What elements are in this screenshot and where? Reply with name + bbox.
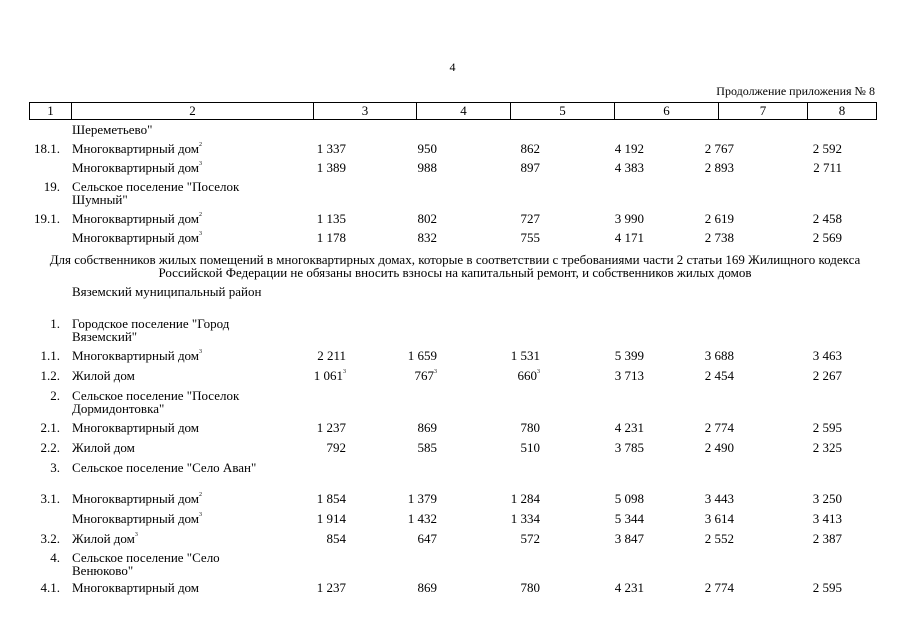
row-name-text: Многоквартирный дом (72, 230, 200, 245)
table-row (0, 317, 905, 345)
value-col-6 (590, 492, 644, 506)
value-text: 869 (417, 580, 437, 595)
row-number: 18.1. (34, 141, 60, 156)
table-row (0, 461, 905, 489)
value-text: 869 (417, 420, 437, 435)
row-name (72, 492, 282, 505)
footnote-mark: 2 (199, 492, 203, 498)
value-text: 4 383 (614, 160, 644, 175)
value-text: 660 (517, 368, 537, 383)
value-col-3 (292, 421, 346, 435)
row-number: 1.2. (40, 368, 60, 383)
footnote-mark: 3 (537, 369, 540, 375)
row-name-text: Жилой дом (72, 531, 135, 546)
footnote-mark: 3 (199, 161, 203, 167)
footnote-mark: 3 (199, 512, 203, 518)
value-col-5 (486, 512, 540, 526)
value-text: 802 (417, 211, 437, 226)
value-text: 3 463 (812, 348, 842, 363)
value-col-4 (383, 421, 437, 435)
row-name-text: Многоквартирный дом (72, 141, 200, 156)
value-text: 572 (520, 531, 540, 546)
value-col-6 (590, 212, 644, 226)
footnote-mark: 2 (199, 142, 203, 148)
row-name-text: Многоквартирный дом (72, 511, 200, 526)
value-col-7 (680, 349, 734, 363)
value-text: 1 531 (510, 348, 540, 363)
row-name (72, 123, 282, 136)
table-row (0, 123, 905, 137)
continuation-label: Продолжение приложения № 8 (716, 84, 875, 98)
footnote-mark: 3 (434, 369, 437, 375)
value-text: 1 659 (407, 348, 437, 363)
value-col-6 (590, 369, 644, 383)
value-text: 3 990 (614, 211, 644, 226)
row-number: 19. (43, 179, 60, 194)
value-text: 1 334 (510, 511, 540, 526)
footnote-mark: 3 (199, 349, 203, 355)
table-row (0, 231, 905, 249)
value-col-3 (292, 212, 346, 226)
value-text: 4 231 (614, 420, 644, 435)
value-col-3 (292, 532, 346, 546)
value-col-3 (292, 581, 346, 595)
value-text: 1 379 (407, 491, 437, 506)
row-name-text: Шереметьево" (72, 122, 153, 137)
value-col-8 (788, 212, 842, 226)
value-text: 2 387 (812, 531, 842, 546)
row-number: 2.2. (40, 440, 60, 455)
table-row (0, 441, 905, 459)
value-text: 4 192 (614, 141, 644, 156)
value-col-8 (788, 142, 842, 156)
row-number: 1.1. (40, 348, 60, 363)
value-col-4 (383, 161, 437, 175)
value-col-4 (383, 532, 437, 546)
value-col-5 (486, 532, 540, 546)
row-name-text: Многоквартирный дом (72, 348, 200, 363)
value-text: 4 171 (614, 230, 644, 245)
value-col-5 (486, 492, 540, 506)
value-text: 4 231 (614, 580, 644, 595)
table-row (0, 551, 905, 579)
value-text: 2 267 (812, 368, 842, 383)
value-text: 1 914 (316, 511, 346, 526)
value-text: 2 774 (704, 420, 734, 435)
value-text: 2 454 (704, 368, 734, 383)
table-row (0, 180, 905, 208)
row-name-text: Жилой дом (72, 368, 135, 383)
value-col-7 (680, 492, 734, 506)
value-col-5 (486, 369, 540, 383)
value-col-7 (680, 532, 734, 546)
value-text: 767 (414, 368, 434, 383)
value-col-3 (292, 161, 346, 175)
row-name (72, 285, 282, 298)
row-number: 4. (50, 550, 60, 565)
table-row (0, 512, 905, 530)
table-row (0, 212, 905, 230)
row-name-text: Многоквартирный дом (72, 491, 200, 506)
table-row (0, 142, 905, 160)
col-header-5: 5 (511, 103, 615, 120)
row-name (72, 212, 282, 225)
row-name (72, 369, 282, 382)
value-col-6 (590, 441, 644, 455)
value-col-7 (680, 421, 734, 435)
row-name (72, 512, 282, 525)
value-text: 1 389 (316, 160, 346, 175)
value-col-7 (680, 212, 734, 226)
table-row (0, 532, 905, 550)
value-col-7 (680, 441, 734, 455)
value-col-5 (486, 231, 540, 245)
value-text: 950 (417, 141, 437, 156)
value-col-7 (680, 142, 734, 156)
value-text: 1 135 (316, 211, 346, 226)
value-text: 1 432 (407, 511, 437, 526)
row-name-text: Многоквартирный дом (72, 580, 200, 595)
value-col-4 (383, 441, 437, 455)
value-col-7 (680, 161, 734, 175)
table-row (0, 161, 905, 179)
row-name-text: Жилой дом (72, 440, 135, 455)
value-col-8 (788, 231, 842, 245)
value-text: 1 284 (510, 491, 540, 506)
value-text: 5 344 (614, 511, 644, 526)
value-col-5 (486, 441, 540, 455)
value-text: 1 337 (316, 141, 346, 156)
value-col-6 (590, 231, 644, 245)
value-text: 2 595 (812, 420, 842, 435)
value-col-4 (383, 512, 437, 526)
value-col-7 (680, 231, 734, 245)
value-text: 1 854 (316, 491, 346, 506)
value-col-8 (788, 532, 842, 546)
value-col-4 (383, 349, 437, 363)
value-col-6 (590, 421, 644, 435)
value-text: 755 (520, 230, 540, 245)
value-text: 2 592 (812, 141, 842, 156)
value-col-8 (788, 349, 842, 363)
value-text: 2 619 (704, 211, 734, 226)
value-col-5 (486, 142, 540, 156)
value-text: 988 (417, 160, 437, 175)
col-header-2: 2 (72, 103, 314, 120)
table-row (0, 421, 905, 439)
value-text: 3 413 (812, 511, 842, 526)
value-text: 854 (326, 531, 346, 546)
col-header-1: 1 (30, 103, 72, 120)
value-col-3 (292, 492, 346, 506)
value-col-8 (788, 161, 842, 175)
table-row (0, 349, 905, 367)
value-text: 3 785 (614, 440, 644, 455)
value-col-3 (292, 349, 346, 363)
section-note: Для собственников жилых помещений в многоквартирных домах, которые в соответствии с требованиями части 2 статьи 169 Жилищного кодекса Российской Федерации не обязаны вносить взносы на капитальный ремонт, и собственников жилых домов (49, 252, 861, 280)
row-name (72, 142, 282, 155)
row-name-text: Многоквартирный дом (72, 420, 200, 435)
value-text: 780 (520, 580, 540, 595)
row-name (72, 551, 282, 577)
page-number: 4 (449, 60, 456, 74)
value-text: 2 711 (813, 160, 842, 175)
table-row (0, 285, 905, 313)
value-text: 1 237 (316, 580, 346, 595)
row-name (72, 349, 282, 362)
value-text: 2 893 (704, 160, 734, 175)
value-col-7 (680, 512, 734, 526)
row-number: 4.1. (40, 580, 60, 595)
value-col-3 (292, 441, 346, 455)
value-text: 2 211 (317, 348, 346, 363)
value-col-4 (383, 212, 437, 226)
value-col-6 (590, 349, 644, 363)
value-col-3 (292, 512, 346, 526)
footnote-mark: 3 (343, 369, 346, 375)
row-name (72, 581, 282, 594)
table-row (0, 581, 905, 599)
value-text: 832 (417, 230, 437, 245)
row-name (72, 421, 282, 434)
col-header-8: 8 (808, 103, 877, 120)
value-text: 5 098 (614, 491, 644, 506)
row-name-text: Сельское поселение "Село Венюково" (72, 550, 220, 578)
value-col-7 (680, 581, 734, 595)
row-name-text: Сельское поселение "Поселок Дормидонтовка" (72, 388, 240, 416)
value-text: 1 178 (316, 230, 346, 245)
value-col-4 (383, 231, 437, 245)
value-col-3 (292, 142, 346, 156)
row-name (72, 441, 282, 454)
value-col-8 (788, 512, 842, 526)
value-col-4 (383, 142, 437, 156)
value-col-5 (486, 349, 540, 363)
col-header-3: 3 (314, 103, 417, 120)
row-name-text: Вяземский муниципальный район (72, 284, 262, 299)
column-header-row (30, 103, 877, 120)
row-name (72, 231, 282, 244)
value-text: 3 688 (704, 348, 734, 363)
col-header-7: 7 (719, 103, 808, 120)
row-name (72, 461, 282, 474)
value-text: 2 325 (812, 440, 842, 455)
table-row (0, 369, 905, 387)
footnote-mark: 2 (199, 212, 203, 218)
column-header-table (29, 102, 877, 120)
value-col-5 (486, 212, 540, 226)
col-header-6: 6 (615, 103, 719, 120)
value-text: 585 (417, 440, 437, 455)
table-row (0, 492, 905, 510)
value-text: 3 443 (704, 491, 734, 506)
row-name (72, 161, 282, 174)
value-text: 3 847 (614, 531, 644, 546)
col-header-4: 4 (417, 103, 511, 120)
value-text: 897 (520, 160, 540, 175)
value-text: 2 738 (704, 230, 734, 245)
row-number: 2.1. (40, 420, 60, 435)
value-col-8 (788, 492, 842, 506)
footnote-mark: 3 (199, 231, 203, 237)
row-number: 2. (50, 388, 60, 403)
row-number: 19.1. (34, 211, 60, 226)
value-text: 2 569 (812, 230, 842, 245)
row-name-text: Многоквартирный дом (72, 160, 200, 175)
value-col-6 (590, 512, 644, 526)
row-name (72, 389, 282, 415)
value-text: 2 774 (704, 580, 734, 595)
value-col-6 (590, 581, 644, 595)
row-name (72, 180, 282, 206)
value-col-4 (383, 581, 437, 595)
footnote-mark: 3 (134, 532, 138, 538)
value-col-5 (486, 581, 540, 595)
value-col-8 (788, 421, 842, 435)
value-text: 510 (520, 440, 540, 455)
value-text: 2 767 (704, 141, 734, 156)
value-text: 780 (520, 420, 540, 435)
row-number: 3.2. (40, 531, 60, 546)
value-col-6 (590, 532, 644, 546)
value-col-6 (590, 161, 644, 175)
value-text: 727 (520, 211, 540, 226)
row-name (72, 317, 282, 343)
row-name (72, 532, 282, 545)
table-row (0, 389, 905, 417)
value-col-5 (486, 161, 540, 175)
row-name-text: Сельское поселение "Поселок Шумный" (72, 179, 240, 207)
row-number: 1. (50, 316, 60, 331)
value-col-3 (292, 369, 346, 383)
value-text: 1 061 (313, 368, 343, 383)
value-col-8 (788, 441, 842, 455)
value-col-3 (292, 231, 346, 245)
value-col-8 (788, 369, 842, 383)
value-text: 2 458 (812, 211, 842, 226)
row-name-text: Городское поселение "Город Вяземский" (72, 316, 230, 344)
value-col-5 (486, 421, 540, 435)
value-col-6 (590, 142, 644, 156)
value-text: 5 399 (614, 348, 644, 363)
value-col-7 (680, 369, 734, 383)
row-number: 3.1. (40, 491, 60, 506)
value-text: 792 (326, 440, 346, 455)
row-number: 3. (50, 460, 60, 475)
value-text: 647 (417, 531, 437, 546)
value-text: 2 595 (812, 580, 842, 595)
value-col-4 (383, 369, 437, 383)
value-text: 3 713 (614, 368, 644, 383)
value-text: 862 (520, 141, 540, 156)
value-text: 1 237 (316, 420, 346, 435)
value-col-8 (788, 581, 842, 595)
row-name-text: Многоквартирный дом (72, 211, 200, 226)
value-text: 3 250 (812, 491, 842, 506)
value-text: 3 614 (704, 511, 734, 526)
row-name-text: Сельское поселение "Село Аван" (72, 460, 257, 475)
value-text: 2 552 (704, 531, 734, 546)
value-col-4 (383, 492, 437, 506)
value-text: 2 490 (704, 440, 734, 455)
